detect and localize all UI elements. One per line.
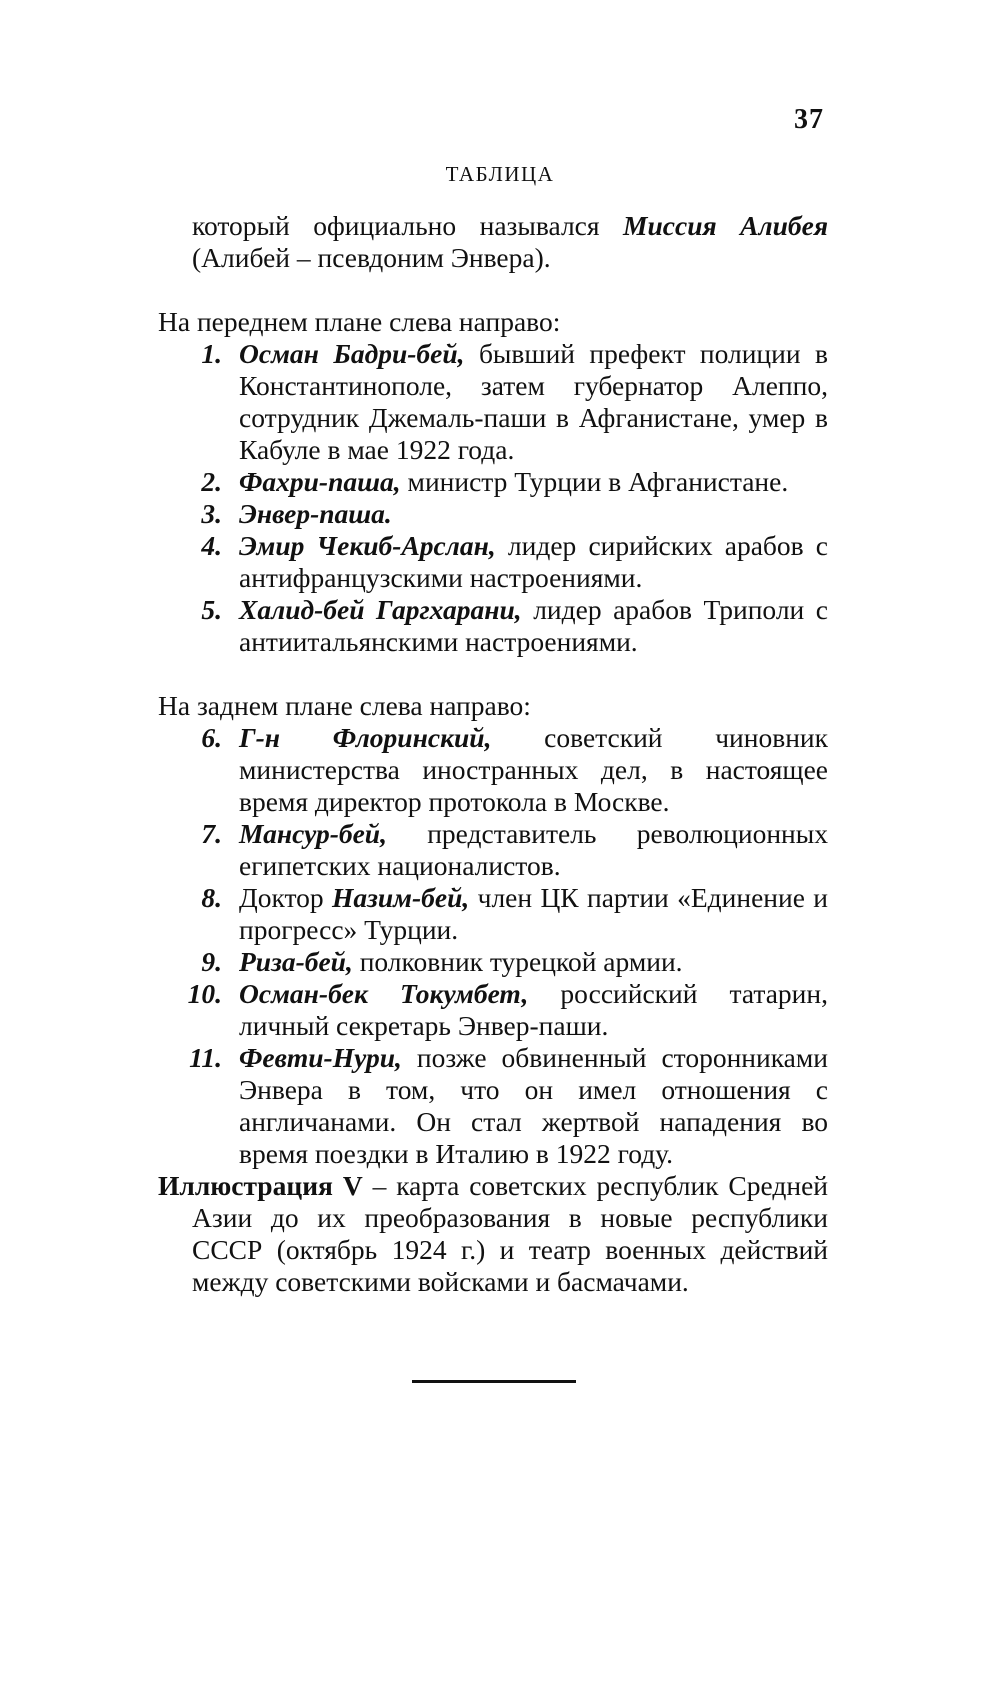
front-list: [158, 338, 828, 658]
list-item: [158, 466, 828, 498]
person-name: Февти-Нури,: [239, 1042, 402, 1073]
item-number: 1.: [201, 338, 222, 369]
running-head: ТАБЛИЦА: [445, 162, 555, 186]
front-heading: На переднем плане слева направо:: [158, 306, 561, 337]
item-number: 9.: [201, 946, 222, 977]
person-name: Халид-бей Гаргхарани,: [239, 594, 522, 625]
back-list: [158, 722, 828, 1170]
intro-text: который официально назывался: [192, 210, 624, 241]
person-name: Осман Бадри-бей,: [239, 338, 465, 369]
page-body: [158, 210, 828, 1298]
illustration-caption: [158, 1170, 828, 1298]
item-number: 7.: [201, 818, 222, 849]
section-divider: [412, 1380, 576, 1383]
front-section: [158, 306, 828, 658]
list-item: [158, 530, 828, 594]
item-number: 6.: [201, 722, 222, 753]
intro-paragraph: [158, 210, 828, 274]
person-prefix: Доктор: [239, 882, 333, 913]
person-name: Осман-бек Токумбет,: [239, 978, 529, 1009]
person-description: полковник турецкой армии.: [352, 946, 683, 977]
person-description: позже обвиненный сторонниками Энвера в том, что он имел отношения с англичанами. Он стал жертвой нападения во время поездки в Италию в 1922 году.: [239, 1042, 828, 1169]
list-item: [158, 946, 828, 978]
back-heading: На заднем плане слева направо:: [158, 690, 531, 721]
person-description: министр Турции в Афганистане.: [400, 466, 789, 497]
person-description: бывший префект полиции в Константинополе, затем губернатор Алеппо, сотрудник Джемаль-паши в Афганистане, умер в Кабуле в мае 1922 года.: [239, 338, 828, 465]
list-item: [158, 498, 828, 530]
person-description: член ЦК партии «Единение и прогресс» Турции.: [239, 882, 828, 945]
person-name: Фахри-паша,: [239, 466, 401, 497]
item-number: 5.: [201, 594, 222, 625]
person-name: Энвер-паша.: [239, 498, 392, 529]
person-name: Назим-бей,: [332, 882, 470, 913]
illustration-label: Иллюстрация V: [158, 1170, 363, 1201]
list-item: [158, 882, 828, 946]
person-description: лидер арабов Триполи с антиитальянскими настроениями.: [239, 594, 828, 657]
item-number: 4.: [201, 530, 222, 561]
intro-bold: Миссия Алибея: [623, 210, 828, 241]
page-number: 37: [794, 104, 824, 135]
illustration-text: – карта советских республик Средней Азии до их преобразования в новые республики СССР (октябрь 1924 г.) и театр военных действий между советскими войсками и басмачами.: [192, 1170, 828, 1297]
person-description: российский татарин, личный секретарь Энвер-паши.: [239, 978, 828, 1041]
person-name: Риза-бей,: [239, 946, 353, 977]
list-item: [158, 978, 828, 1042]
list-item: [158, 722, 828, 818]
item-number: 3.: [201, 498, 222, 529]
list-item: [158, 594, 828, 658]
intro-text-end: (Алибей – псевдоним Энвера).: [192, 242, 551, 273]
person-name: Эмир Чекиб-Арслан,: [239, 530, 496, 561]
item-number: 10.: [187, 978, 222, 1009]
person-description: лидер сирийских арабов с антифранцузскими настроениями.: [239, 530, 828, 593]
person-description: советский чиновник министерства иностранных дел, в настоящее время директор протокола в Москве.: [239, 722, 829, 817]
item-number: 2.: [201, 466, 222, 497]
list-item: [158, 818, 828, 882]
person-name: Г-н Флоринский,: [239, 722, 492, 753]
list-item: [158, 338, 828, 466]
item-number: 8.: [201, 882, 222, 913]
person-description: представитель революционных египетских националистов.: [239, 818, 828, 881]
list-item: [158, 1042, 828, 1170]
item-number: 11.: [189, 1042, 222, 1073]
back-section: [158, 690, 828, 1170]
person-name: Мансур-бей,: [239, 818, 387, 849]
